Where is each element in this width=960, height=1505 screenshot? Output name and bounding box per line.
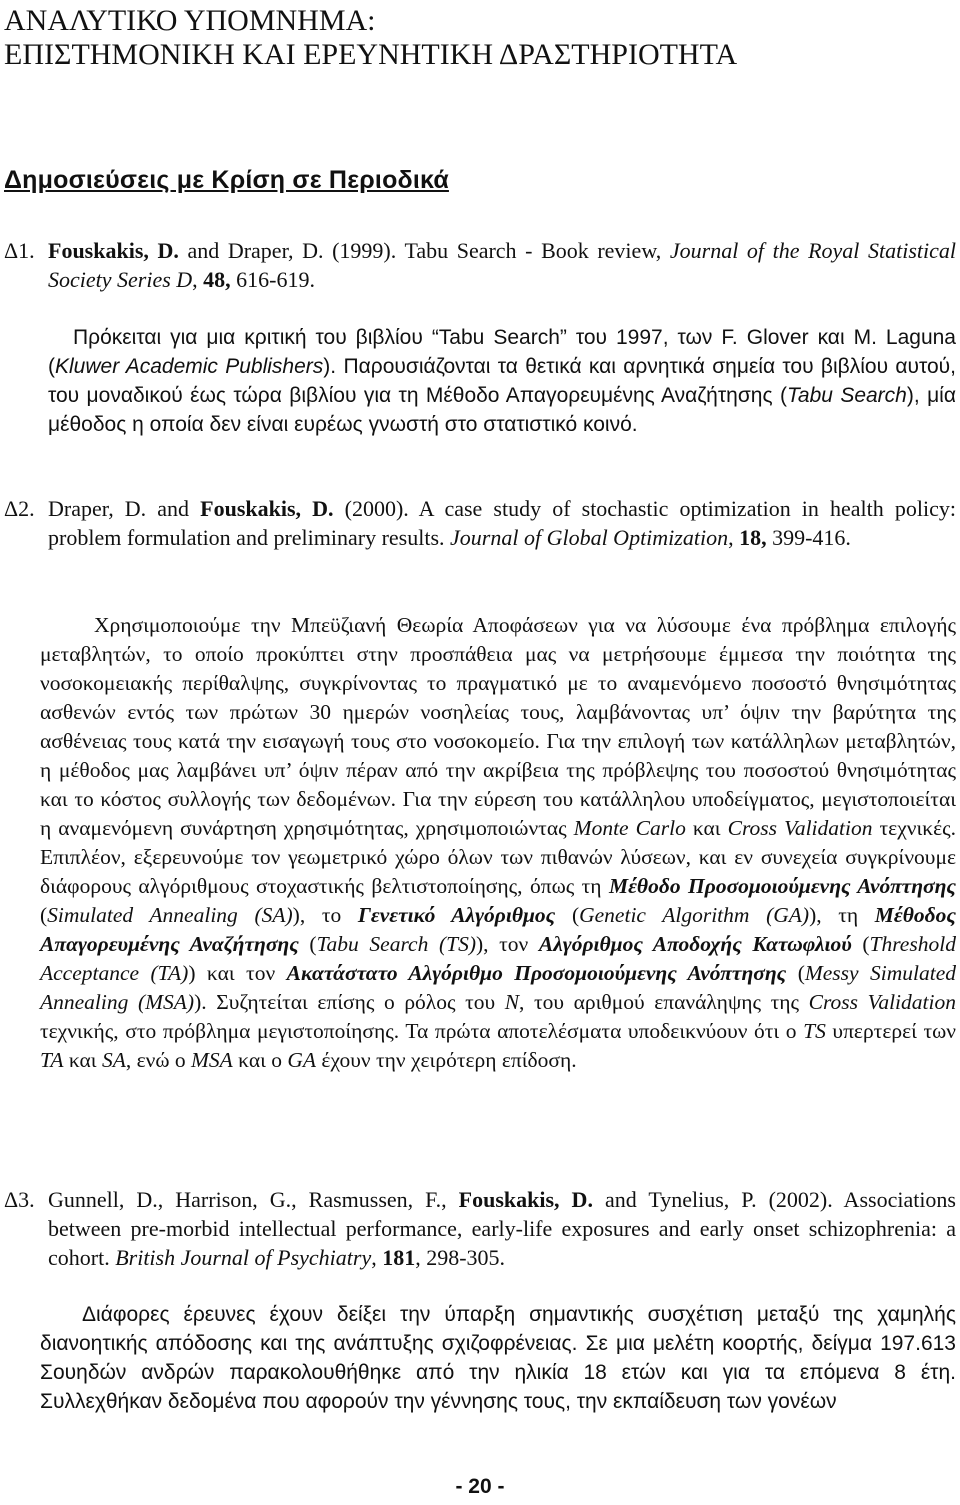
summary-d1 — [48, 323, 956, 439]
text-run: Πρόκειται για μια κριτική του βιβλίου “Tabu Search” του 1997, των F. Glover και M. Laguna ( — [48, 326, 956, 378]
text-run: Journal of the Royal Statistical Society Series D — [48, 238, 956, 292]
text-run: Tabu Search (TS) — [316, 932, 476, 956]
text-run: έχουν την χειρότερη επίδοση. — [316, 1048, 577, 1072]
text-run: , — [728, 525, 740, 550]
text-run: , ενώ ο — [125, 1048, 191, 1072]
text-run: και — [63, 1048, 102, 1072]
text-run: Μέθοδο Προσομοιούμενης Ανόπτησης — [608, 874, 956, 898]
citation-text — [48, 238, 956, 292]
summary-d3 — [40, 1300, 956, 1416]
title-line-2: ΕΠΙΣΤΗΜΟΝΙΚΗ ΚΑΙ ΕΡΕΥΝΗΤΙΚΗ ΔΡΑΣΤΗΡΙΟΤΗΤΑ — [4, 38, 738, 71]
text-run: Messy Simulated Annealing (MSA) — [40, 961, 957, 1014]
text-run: GA — [287, 1048, 317, 1072]
text-run: 181 — [382, 1245, 416, 1270]
text-run: (2000). A case study of stochastic optimization in health policy: problem formulation and preliminary results. — [48, 496, 956, 550]
text-run: ) και τον — [188, 961, 287, 985]
text-run: British Journal of Psychiatry — [115, 1245, 372, 1270]
text-run: Threshold Acceptance (TA) — [40, 932, 956, 985]
text-run: MSA — [191, 1048, 233, 1072]
text-run: ( — [555, 903, 580, 927]
text-run: τεχνικές. Επιπλέον, εξερευνούμε τον γεωμετρικό χώρο όλων των πιθανών λύσεων, και εν συνεχεία συγκρίνουμε διάφορους αλγόριθμους στοχαστικής βελτιστοποίησης, όπως τη — [40, 816, 957, 898]
text-run: ( — [786, 961, 805, 985]
text-run: Gunnell, D., Harrison, G., Rasmussen, F., — [48, 1187, 459, 1212]
text-run: and Tynelius, P. (2002). Associations between pre-morbid intellectual performance, early-life exposures and early onset schizophrenia: a cohort. — [48, 1187, 956, 1270]
text-run: και ο — [232, 1048, 288, 1072]
text-run: ), μία μέθοδος η οποία δεν είναι ευρέως γνωστή στο στατιστικό κοινό. — [48, 384, 956, 436]
citation-text — [48, 1187, 956, 1270]
citation-d1 — [4, 236, 956, 294]
text-run: ), το — [292, 903, 358, 927]
text-run: , 298-305. — [415, 1245, 506, 1270]
text-run: Cross Validation — [727, 816, 873, 840]
text-run: ), τη — [809, 903, 875, 927]
text-run: N — [504, 990, 520, 1014]
entry-number: Δ1. — [4, 238, 35, 263]
text-run: υπερτερεί των — [825, 1019, 956, 1043]
text-run: TA — [40, 1048, 64, 1072]
text-run: 616-619. — [230, 267, 315, 292]
entry-number: Δ2. — [4, 496, 35, 521]
text-run: Ακατάστατο Αλγόριθμο Προσομοιούμενης Ανόπτησης — [286, 961, 787, 985]
summary-text — [48, 326, 956, 436]
text-run: , — [192, 267, 204, 292]
text-run: ), τον — [475, 932, 539, 956]
text-run: Tabu Search — [786, 384, 907, 407]
text-run: Monte Carlo — [573, 816, 686, 840]
text-run: Διάφορες έρευνες έχουν δείξει την ύπαρξη σημαντικής συσχέτιση μεταξύ της χαμηλής διανοητικής απόδοσης και της ανάπτυξης σχιζοφρένειας. Σε μια μελέτη κοορτής, δείγμα 197.613 Σουηδών ανδρών παρακολουθήθηκε από την ηλικία 18 ετών και για τα επόμενα 8 έτη. Συλλεχθήκαν δεδομένα που αφορούν την γέννησης τους, την εκπαίδευση των γονέων — [40, 1303, 956, 1413]
text-run: 399-416. — [766, 525, 851, 550]
text-run: Simulated Annealing (SA) — [47, 903, 293, 927]
document-title — [4, 4, 954, 72]
section-heading: Δημοσιεύσεις με Κρίση σε Περιοδικά — [4, 166, 449, 194]
text-run: Fouskakis, D. — [48, 238, 179, 263]
text-run: 48, — [203, 267, 231, 292]
page-number: - 20 - — [455, 1475, 505, 1498]
text-run: Draper, D. and — [48, 496, 201, 521]
text-run: ). Παρουσιάζονται τα θετικά και αρνητικά σημεία του βιβλίου αυτού, του μοναδικού έως τώρα βιβλίου για τη Μέθοδο Απαγορευμένης Αναζήτησης ( — [48, 355, 956, 407]
text-run: ( — [298, 932, 317, 956]
text-run: Kluwer Academic Publishers — [55, 355, 324, 378]
text-run: TS — [803, 1019, 826, 1043]
text-run: Χρησιμοποιούμε την Μπεϋζιανή Θεωρία Αποφάσεων για να λύσουμε ένα πρόβλημα επιλογής μεταβλητών, το οποίο προκύπτει στην προσπάθεια μας να μετρήσουμε έμμεσα την ποιότητα της νοσοκομειακής περίθαλψης, συγκρίνοντας το πραγματικό με το αναμενόμενο ποσοστό θνησιμότητας ασθενών εντός των πρώτων 30 ημερών νοσηλείας τους, λαμβάνοντας υπ’ όψιν την βαρύτητα της ασθένειας τους κατά την εισαγωγή τους στο νοσοκομείο. Για την επιλογή των κατάλληλων μεταβλητών, η μέθοδος μας λαμβάνει υπ’ όψιν πέραν από την ακρίβεια της πρόβλεψης του ποσοστού θνησιμότητας και το κόστος συλλογής των δεδομένων. Για την εύρεση του κατάλληλου υποδείγματος, μεγιστοποιείται η αναμενόμενη συνάρτηση χρησιμότητας, χρησιμοποιώντας — [40, 613, 956, 840]
text-run: and Draper, D. (1999). Tabu Search - Book review, — [178, 238, 670, 263]
citation-d2 — [4, 494, 956, 552]
text-run: Αλγόριθμος Αποδοχής Κατωφλιού — [538, 932, 852, 956]
text-run: Genetic Algorithm (GA) — [579, 903, 810, 927]
text-run: SA — [101, 1048, 126, 1072]
text-run: , του αριθμού επανάληψης της — [519, 990, 809, 1014]
text-run: Journal of Global Optimization — [450, 525, 729, 550]
summary-text — [40, 1303, 956, 1413]
citation-d3 — [4, 1185, 956, 1272]
text-run: ). Συζητείται επίσης ο ρόλος του — [194, 990, 505, 1014]
title-line-1: ΑΝΑΛΥΤΙΚΟ ΥΠΟΜΝΗΜΑ: — [4, 4, 376, 37]
citation-text — [48, 496, 956, 550]
text-run: και — [685, 816, 728, 840]
summary-text — [40, 613, 956, 1072]
text-run: τεχνικής, στο πρόβλημα μεγιστοποίησης. Τα πρώτα αποτελέσματα υποδεικνύουν ότι ο — [40, 1019, 804, 1043]
text-run: Fouskakis, D. — [458, 1187, 593, 1212]
text-run: , — [371, 1245, 383, 1270]
summary-d2 — [40, 611, 956, 1075]
text-run: 18, — [739, 525, 767, 550]
entry-number: Δ3. — [4, 1187, 35, 1212]
text-run: ( — [40, 903, 48, 927]
text-run: Fouskakis, D. — [200, 496, 334, 521]
text-run: Μέθοδος Απαγορευμένης Αναζήτησης — [40, 903, 956, 956]
text-run: Cross Validation — [808, 990, 956, 1014]
text-run: ( — [851, 932, 870, 956]
text-run: Γενετικό Αλγόριθμος — [357, 903, 556, 927]
